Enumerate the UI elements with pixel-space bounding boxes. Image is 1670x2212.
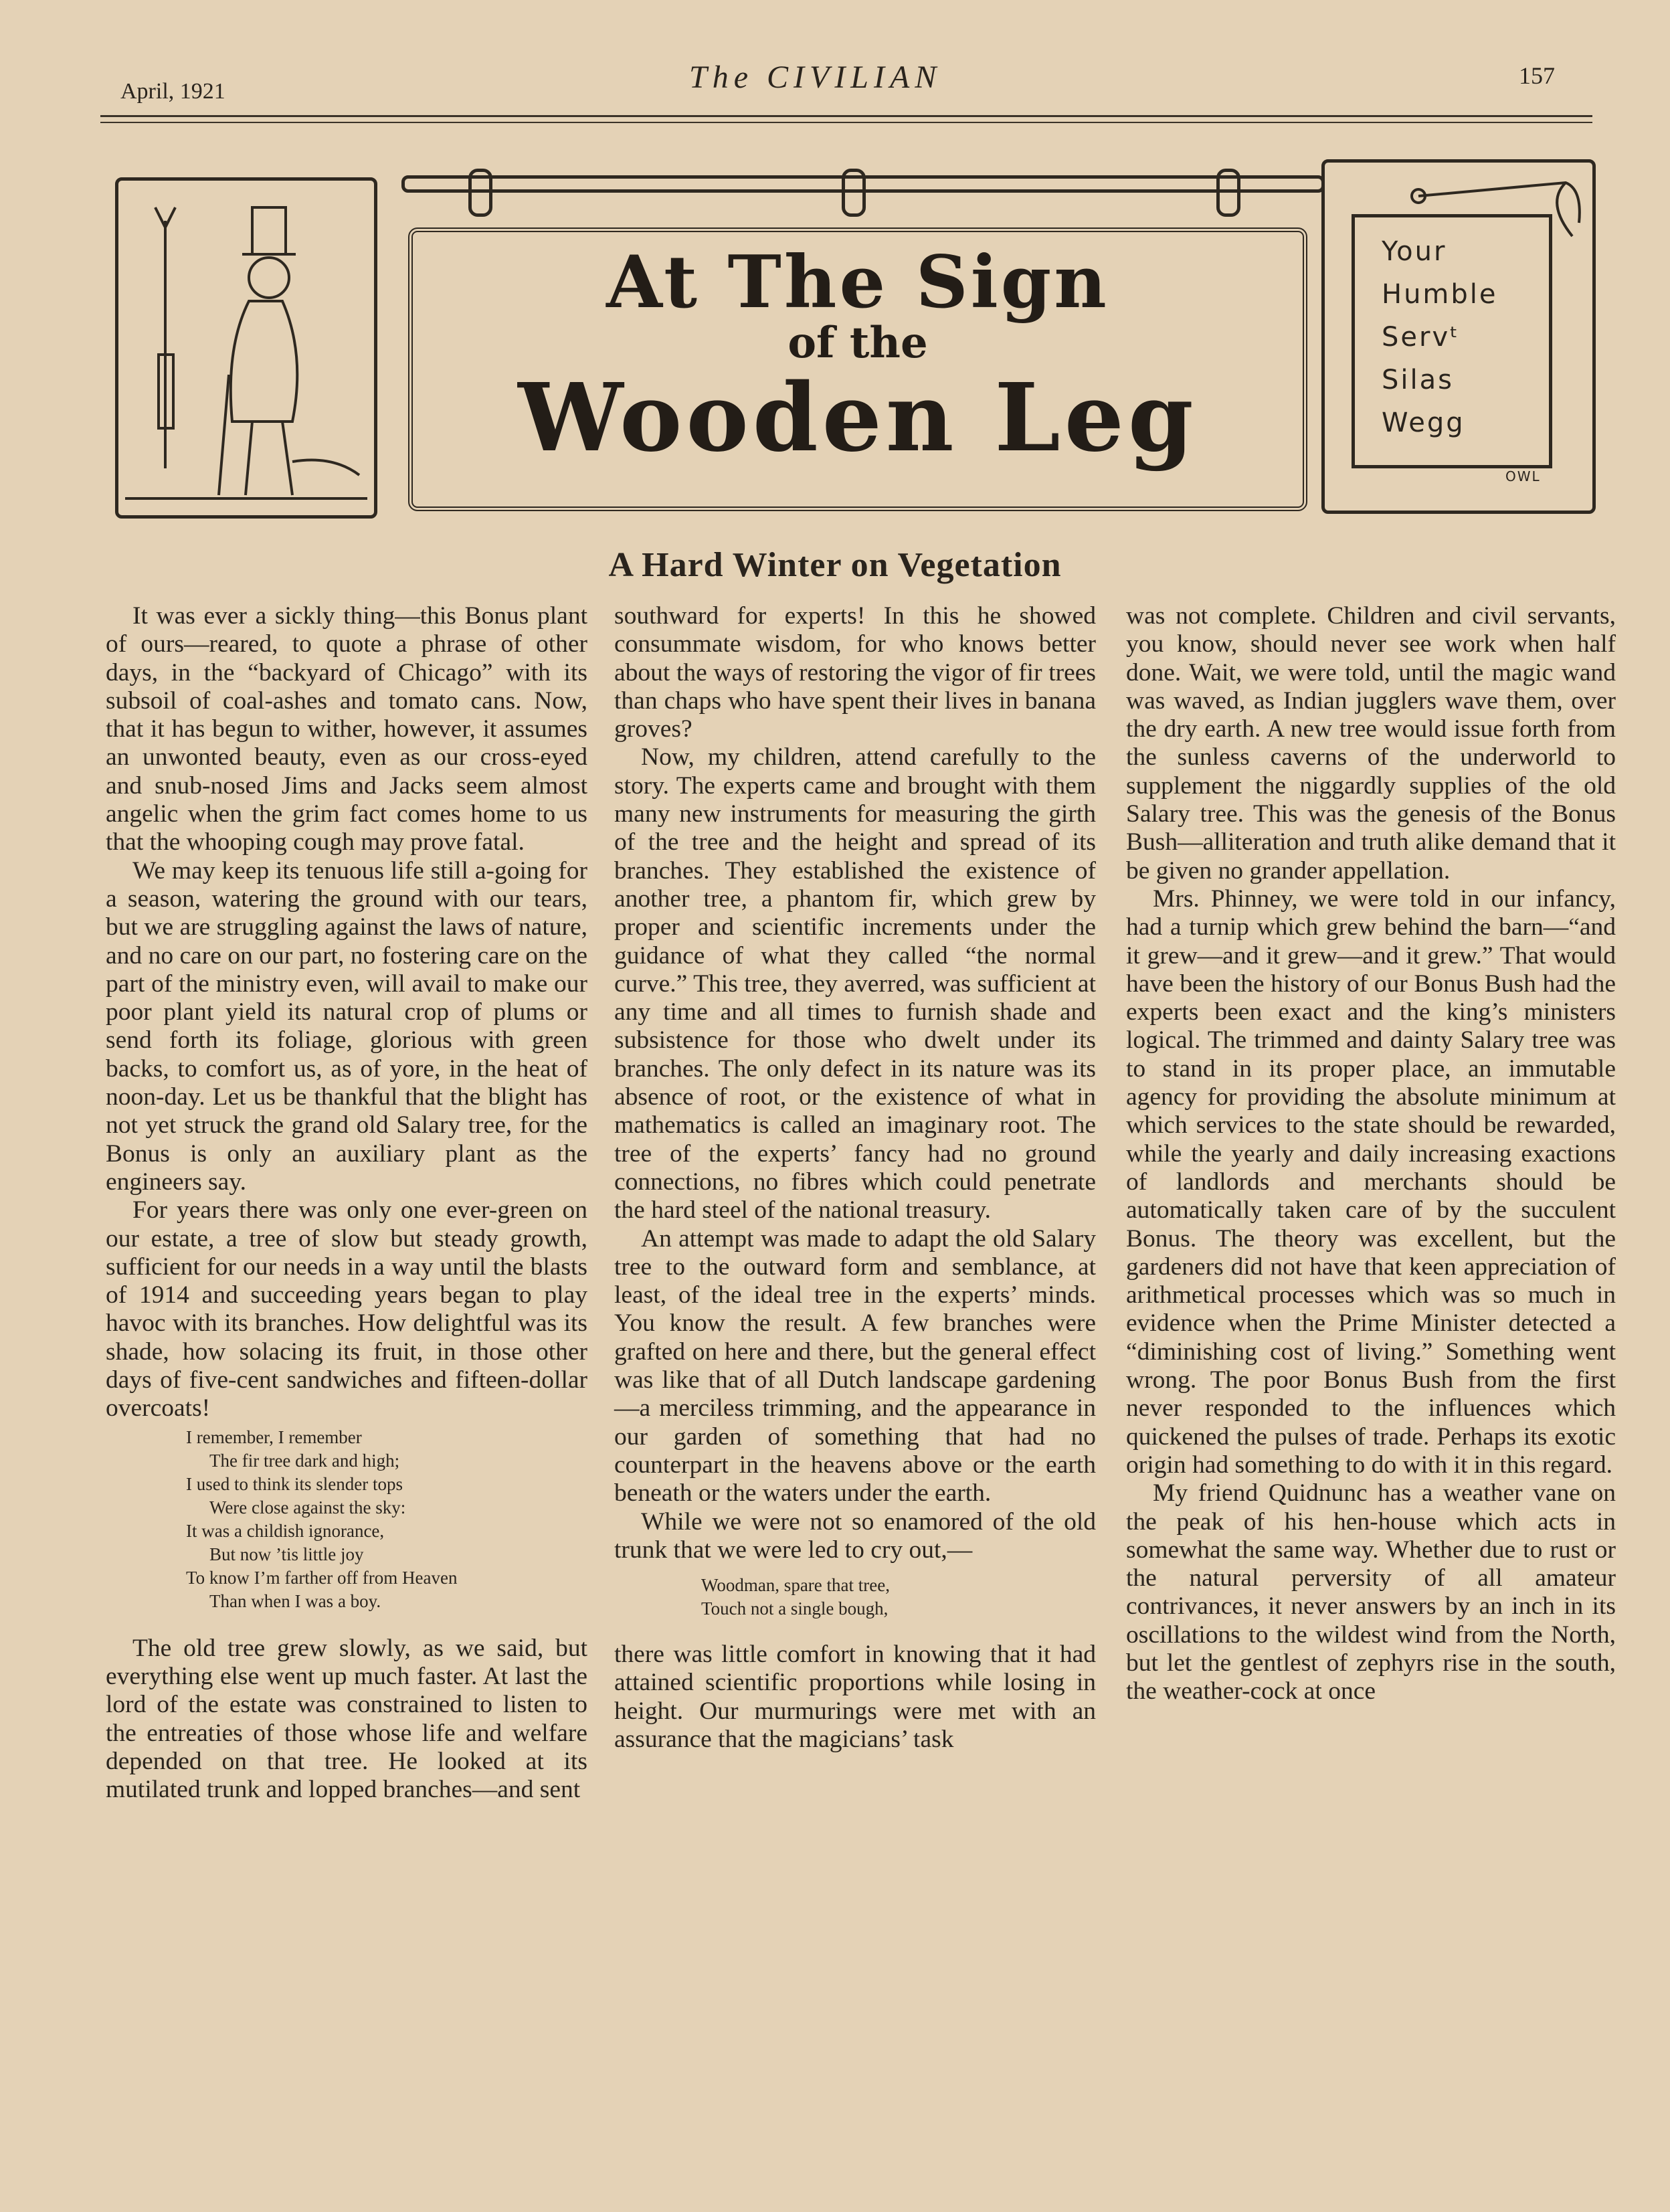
poem-line: To know I’m farther off from Heaven	[186, 1567, 458, 1588]
paragraph: An attempt was made to adapt the old Salary tree to the outward form and semblance, at least, of the ideal tree in the experts’ minds. You know the result. A few branches were grafted on here and there, but the general effect was like that of all Dutch landscape gardening—a merciless trimming, and the appearance in our garden of something that had no counterpart in the heavens above or the earth beneath or the waters under the earth.	[614, 1224, 1096, 1507]
poem-line: It was a childish ignorance,	[186, 1520, 385, 1541]
paragraph: southward for experts! In this he showed consummate wisdom, for who knows better about the ways of restoring the vigor of fir trees than chaps who have spent their lives in banana groves?	[614, 602, 1096, 743]
signature-card	[1352, 214, 1552, 468]
poem-line: Were close against the sky:	[209, 1497, 406, 1517]
paragraph: It was ever a sickly thing—this Bonus plant of ours—reared, to quote a phrase of other days, in the “backyard of Chicago” with its subsoil of coal-ashes and tomato cans. Now, that it has begun to wither, however, it assumes an unwonted beauty, even as our cross-eyed and snub-nosed Jims and Jacks seem almost angelic when the grim fact comes home to us that the whooping cough may prove fatal.	[106, 602, 587, 856]
poem-line: I remember, I remember	[186, 1426, 362, 1447]
paragraph: We may keep its tenuous life still a-going for a season, watering the ground with our tears, but we are struggling against the laws of nature, and no care on our part, no fostering care on the part of the ministry even, will avail to make our poor plant yield its natural crop of plums or send forth its foliage, glorious with green backs, to comfort us, as of yore, in the heat of noon-day. Let us be thankful that the blight has not yet struck the grand old Salary tree, for the Bonus is only an auxiliary plant as the engineers say.	[106, 856, 587, 1196]
sign-title-line2: of the	[787, 318, 928, 368]
sign-chain-left	[468, 169, 492, 217]
header-date: April, 1921	[120, 79, 225, 104]
poem-line: I used to think its slender tops	[186, 1473, 403, 1494]
card-line: Humble	[1382, 279, 1498, 310]
header-rule-thin	[100, 122, 1592, 123]
paragraph: Mrs. Phinney, we were told in our infancy, had a turnip which grew behind the barn—“and it grew—and it grew—and it grew.” That would have been the history of our Bonus Bush had the experts been exact and the king’s ministers logical. The trimmed and dainty Salary tree was to stand in its proper place, an immutable agency for providing the absolute minimum at which services to the state should be rewarded, while the yearly and daily increasing exactions of landlords and merchants should be automatically taken care of by the succulent Bonus. The theory was excellent, but the gardeners did not have that keen appreciation of arithmetical processes which was so much in evidence when the Prime Minister detected a “diminishing cost of living.” Something went wrong. The poor Bonus Bush from the first never responded to the influences which quickened the pulses of trade. Perhaps its exotic origin had something to do with it in this regard.	[1126, 885, 1616, 1479]
paragraph: The old tree grew slowly, as we said, but everything else went up much faster. At last the lord of the estate was constrained to listen to the entreaties of those whose life and welfare depended on that tree. He looked at its mutilated trunk and lopped branches—and sent	[106, 1634, 587, 1804]
magazine-title: The CIVILIAN	[689, 60, 942, 95]
paragraph: there was little comfort in knowing that it had attained scientific proportions while losing in height. Our murmurings were met with an assurance that the magicians’ task	[614, 1641, 1096, 1753]
article-title: A Hard Winter on Vegetation	[608, 546, 1062, 584]
article-column-2	[614, 602, 1096, 1754]
poem-quote	[614, 1574, 1096, 1621]
article-column-3	[1126, 602, 1616, 1706]
wooden-leg-man-drawing	[118, 181, 374, 515]
paragraph: was not complete. Children and civil servants, you know, should never see work when half done. Wait, we were told, until the magic wand was waved, as Indian jugglers wave them, over the dry earth. A new tree would issue forth from the sunless caverns of the underworld to supplement the niggardly supplies of the old Salary tree. This was the genesis of the Bonus Bush—alliteration and truth alike demand that it be given no grander appellation.	[1126, 602, 1616, 885]
paragraph: While we were not so enamored of the old trunk that we were led to cry out,—	[614, 1507, 1096, 1564]
article-column-1	[106, 602, 587, 1804]
card-line: Silas	[1382, 365, 1454, 395]
sign-title-line3: Wooden Leg	[518, 363, 1198, 473]
paragraph: For years there was only one ever-green on our estate, a tree of slow but steady growth, sufficient for our needs in a way until the blasts of 1914 and succeeding years began to play havoc with its branches. How delightful was its shade, how solacing its fruit, in those other days of five-cent sandwiches and fifteen-dollar overcoats!	[106, 1196, 587, 1422]
sign-title-line1: At The Sign	[606, 240, 1109, 325]
page-number: 157	[1519, 62, 1555, 89]
poem-line: But now ’tis little joy	[209, 1544, 364, 1564]
header-rule	[100, 115, 1592, 117]
tavern-signboard	[408, 227, 1307, 511]
poem-line: Than when I was a boy.	[209, 1590, 381, 1611]
sign-chain-center	[842, 169, 866, 217]
card-line: Your	[1382, 236, 1447, 267]
poem-line: Woodman, spare that tree,	[701, 1575, 890, 1596]
paragraph: My friend Quidnunc has a weather vane on the peak of his hen-house which acts in somewhat the same way. Whether due to rust or the natural perversity of all amateur contrivances, it never answers by an inch in its oscillations to the wildest wind from the North, but let the gentlest of zephyrs rise in the south, the weather-cock at once	[1126, 1479, 1616, 1706]
card-line: Wegg	[1382, 407, 1465, 438]
sign-chain-right	[1216, 169, 1240, 217]
card-line: Servᵗ	[1382, 322, 1460, 353]
poem-line: Touch not a single bough,	[701, 1598, 889, 1619]
poem-quote	[106, 1426, 587, 1613]
illustration-man-wooden-leg	[115, 177, 377, 519]
poem-line: The fir tree dark and high;	[209, 1450, 400, 1471]
artist-signature: OWL	[1505, 468, 1541, 484]
paragraph: Now, my children, attend carefully to the story. The experts came and brought with them many new instruments for measuring the girth of the tree and the height and spread of its branches. They established the existence of another tree, a phantom fir, which grew by proper and scientific increments under the guidance of what they called “the normal curve.” This tree, they averred, was sufficient at any time and all times to furnish shade and subsistence for those who dwelt under its branches. The only defect in its nature was its absence of root, or the existence of what in mathematics is called an imaginary root. The tree of the experts’ fancy had no ground connections, no fibres which could penetrate the hard steel of the national treasury.	[614, 743, 1096, 1224]
